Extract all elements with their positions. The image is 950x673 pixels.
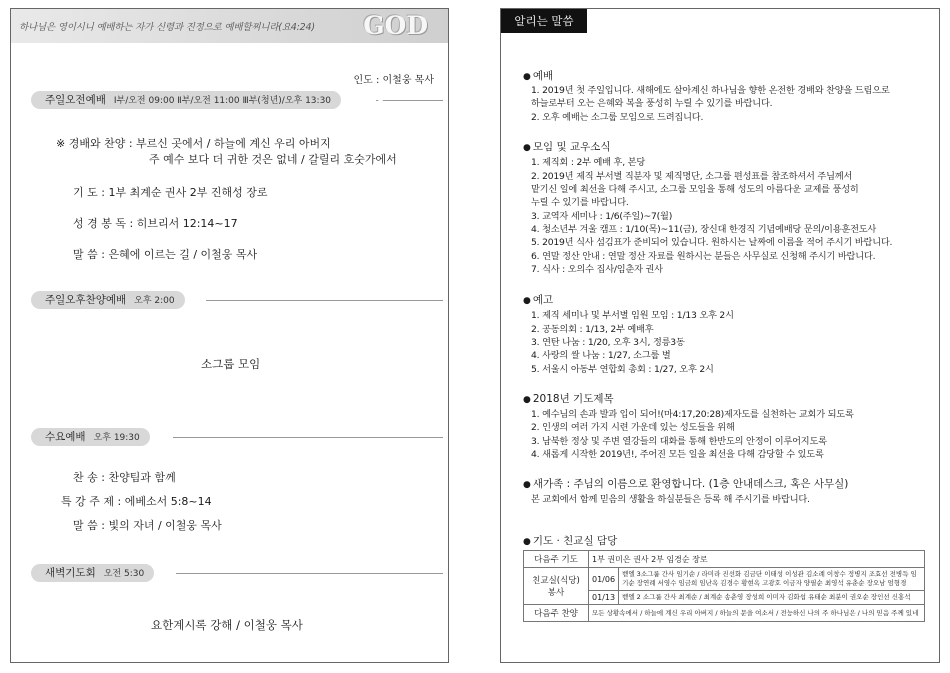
announcement-line: 4. 청소년부 겨울 캠프 : 1/10(목)~11(금), 장신대 한경직 기념예배당 문의/이용훈전도사 xyxy=(531,224,877,235)
announcement-line: 1. 2019년 첫 주일입니다. 새해에도 살아계신 하나님을 향한 온전한 경배와 찬양을 드림으로 xyxy=(531,85,890,96)
afternoon-program: 소그룹 모임 xyxy=(201,357,261,371)
topic-heading: ● 기도 · 친교실 담당 xyxy=(523,533,617,548)
topic-heading: ● 예배 xyxy=(523,68,553,83)
worship-item: 기 도 : 1부 최계순 권사 2부 진해성 장로 xyxy=(73,186,268,199)
announcement-line: 2. 오후 예배는 소그룹 모임으로 드려집니다. xyxy=(531,112,704,123)
worship-item: ※ 경배와 찬양 : 부르신 곳에서 / 하늘에 계신 우리 아버지 xyxy=(56,137,331,150)
section-morning-worship xyxy=(31,91,443,109)
section-dawn-prayer xyxy=(31,564,443,582)
table-cell: 벧엘 3소그룹 간사 임기순 / 라미라 진선화 김금단 이태성 이성관 김소례 이창수 정병지 조효선 전병득 임기순 장연례 서영수 임금희 임난옥 김경수 황현옥 고광호 이금자 양필순 최영석 유춘순 장오남 엄형경 xyxy=(619,568,925,591)
table-cell: 다음주 기도 xyxy=(524,551,589,568)
announcement-line: 누릴 수 있기를 바랍니다. xyxy=(531,197,629,208)
announcement-line: 1. 제직 세미나 및 부서별 임원 모임 : 1/13 오후 2시 xyxy=(531,310,734,321)
dawn-program: 요한계시록 강해 / 이철웅 목사 xyxy=(151,618,303,632)
table-cell: 모든 상황속에서 / 하늘에 계신 우리 아버지 / 하늘의 문을 여소서 / 전능하신 나의 주 하나님은 / 나의 믿음 주께 있네 xyxy=(589,605,925,622)
worship-item: 주 예수 보다 더 귀한 것은 없네 / 갈릴리 호숫가에서 xyxy=(149,153,397,166)
worship-item: 말 씀 : 은혜에 이르는 길 / 이철웅 목사 xyxy=(73,248,258,261)
section-title: 새벽기도회 xyxy=(45,567,96,579)
table-cell: 다음주 찬양 xyxy=(524,605,589,622)
table-cell: 01/06 xyxy=(589,568,619,591)
topic-heading: ● 예고 xyxy=(523,292,553,307)
section-title: 수요예배 xyxy=(45,431,86,443)
table-cell: 01/13 xyxy=(589,591,619,605)
announcement-line: 5. 서울시 아동부 연합회 총회 : 1/27, 오후 2시 xyxy=(531,364,714,375)
announcement-line: 3. 남북한 정상 및 주변 열강들의 대화를 통해 한반도의 안정이 이루어지도록 xyxy=(531,436,827,447)
banner-verse: 하나님은 영이시니 예배하는 자가 신령과 진정으로 예배할찌니라(요4:24) xyxy=(19,22,315,33)
announcement-line: 3. 연탄 나눔 : 1/20, 오후 3시, 정릉3동 xyxy=(531,337,685,348)
section-afternoon-worship xyxy=(31,291,443,309)
announcement-line: 1. 예수님의 손과 발과 입이 되어!(마4:17,20:28)제자도를 실천하는 교회가 되도록 xyxy=(531,409,854,420)
announcements-title: 알리는 말씀 xyxy=(501,9,587,33)
table-cell: 벧엘 2 소그룹 간사 최계순 / 최계순 송춘영 장성희 이미자 김화섭 유태순 최분이 권오순 장인선 신홍석 xyxy=(619,591,925,605)
announcement-line: 3. 교역자 세미나 : 1/6(주일)~7(월) xyxy=(531,211,673,222)
announcement-line: 6. 연말 정산 안내 : 연말 정산 자료를 원하시는 분들은 사무실로 신청해 주시기 바랍니다. xyxy=(531,251,876,262)
section-times: Ⅰ부/오전 09:00 Ⅱ부/오전 11:00 Ⅲ부(청년)/오후 13:30 xyxy=(113,96,332,106)
presider: 인도 : 이철웅 목사 xyxy=(353,75,434,86)
topic-heading: ● 2018년 기도제목 xyxy=(523,391,614,406)
worship-item: 말 씀 : 빛의 자녀 / 이철웅 목사 xyxy=(73,519,222,532)
announcement-line: 2. 인생의 여러 가지 시련 가운데 있는 성도들을 위해 xyxy=(531,422,735,433)
section-wednesday-worship xyxy=(31,428,443,446)
god-logo: GOD xyxy=(363,11,428,40)
section-title: 주일오후찬양예배 xyxy=(45,294,127,306)
section-times: 오후 19:30 xyxy=(93,433,140,443)
table-cell: 1부 권미은 권사 2부 임경순 장로 xyxy=(589,551,925,568)
banner xyxy=(11,9,448,43)
topic-heading: ● 모임 및 교우소식 xyxy=(523,139,611,154)
announcement-line: 본 교회에서 함께 믿음의 생활을 하실분들은 등록 해 주시기를 바랍니다. xyxy=(531,494,810,505)
announcement-line: 5. 2019년 식사 섬김표가 준비되어 있습니다. 원하시는 날짜에 이름을 적어 주시기 바랍니다. xyxy=(531,237,893,248)
worship-item: 찬 송 : 찬양팀과 함께 xyxy=(73,471,176,484)
worship-order-page xyxy=(10,8,449,663)
section-times: 오전 5:30 xyxy=(103,569,145,579)
announcement-line: 7. 식사 : 오의수 집사/임춘자 권사 xyxy=(531,264,663,275)
worship-item: 특 강 주 제 : 에베소서 5:8~14 xyxy=(61,495,212,508)
announcement-line: 맡기신 일에 최선을 다해 주시고, 소그룹 모임을 통해 성도의 아름다운 교제를 풍성히 xyxy=(531,184,859,195)
section-times: 오후 2:00 xyxy=(134,296,175,306)
table-row xyxy=(524,605,925,622)
announcement-line: 4. 새롭게 시작한 2019년!, 주어진 모든 일을 최선을 다해 감당할 수 있도록 xyxy=(531,449,824,460)
topic-heading: ● 새가족 : 주님의 이름으로 환영합니다. (1층 안내데스크, 혹은 사무실) xyxy=(523,476,848,491)
announcements-page xyxy=(500,8,940,663)
section-title: 주일오전예배 xyxy=(45,94,106,106)
table-row xyxy=(524,551,925,568)
worship-item: 성 경 봉 독 : 히브리서 12:14~17 xyxy=(73,217,238,230)
announcement-line: 하늘로부터 오는 은혜와 복을 풍성히 누릴 수 있기를 바랍니다. xyxy=(531,98,773,109)
table-row xyxy=(524,568,925,591)
announcement-line: 2. 공동의회 : 1/13, 2부 예배후 xyxy=(531,324,654,335)
table-cell: 친교실(식당) 봉사 xyxy=(524,568,589,605)
announcement-line: 1. 제직회 : 2부 예배 후, 본당 xyxy=(531,157,646,168)
duty-table xyxy=(523,550,925,622)
announcement-line: 4. 사랑의 쌀 나눔 : 1/27, 소그룹 별 xyxy=(531,350,671,361)
announcement-line: 2. 2019년 제직 부서별 직분자 및 제직명단, 소그룹 편성표를 참조하셔서 주님께서 xyxy=(531,171,853,182)
